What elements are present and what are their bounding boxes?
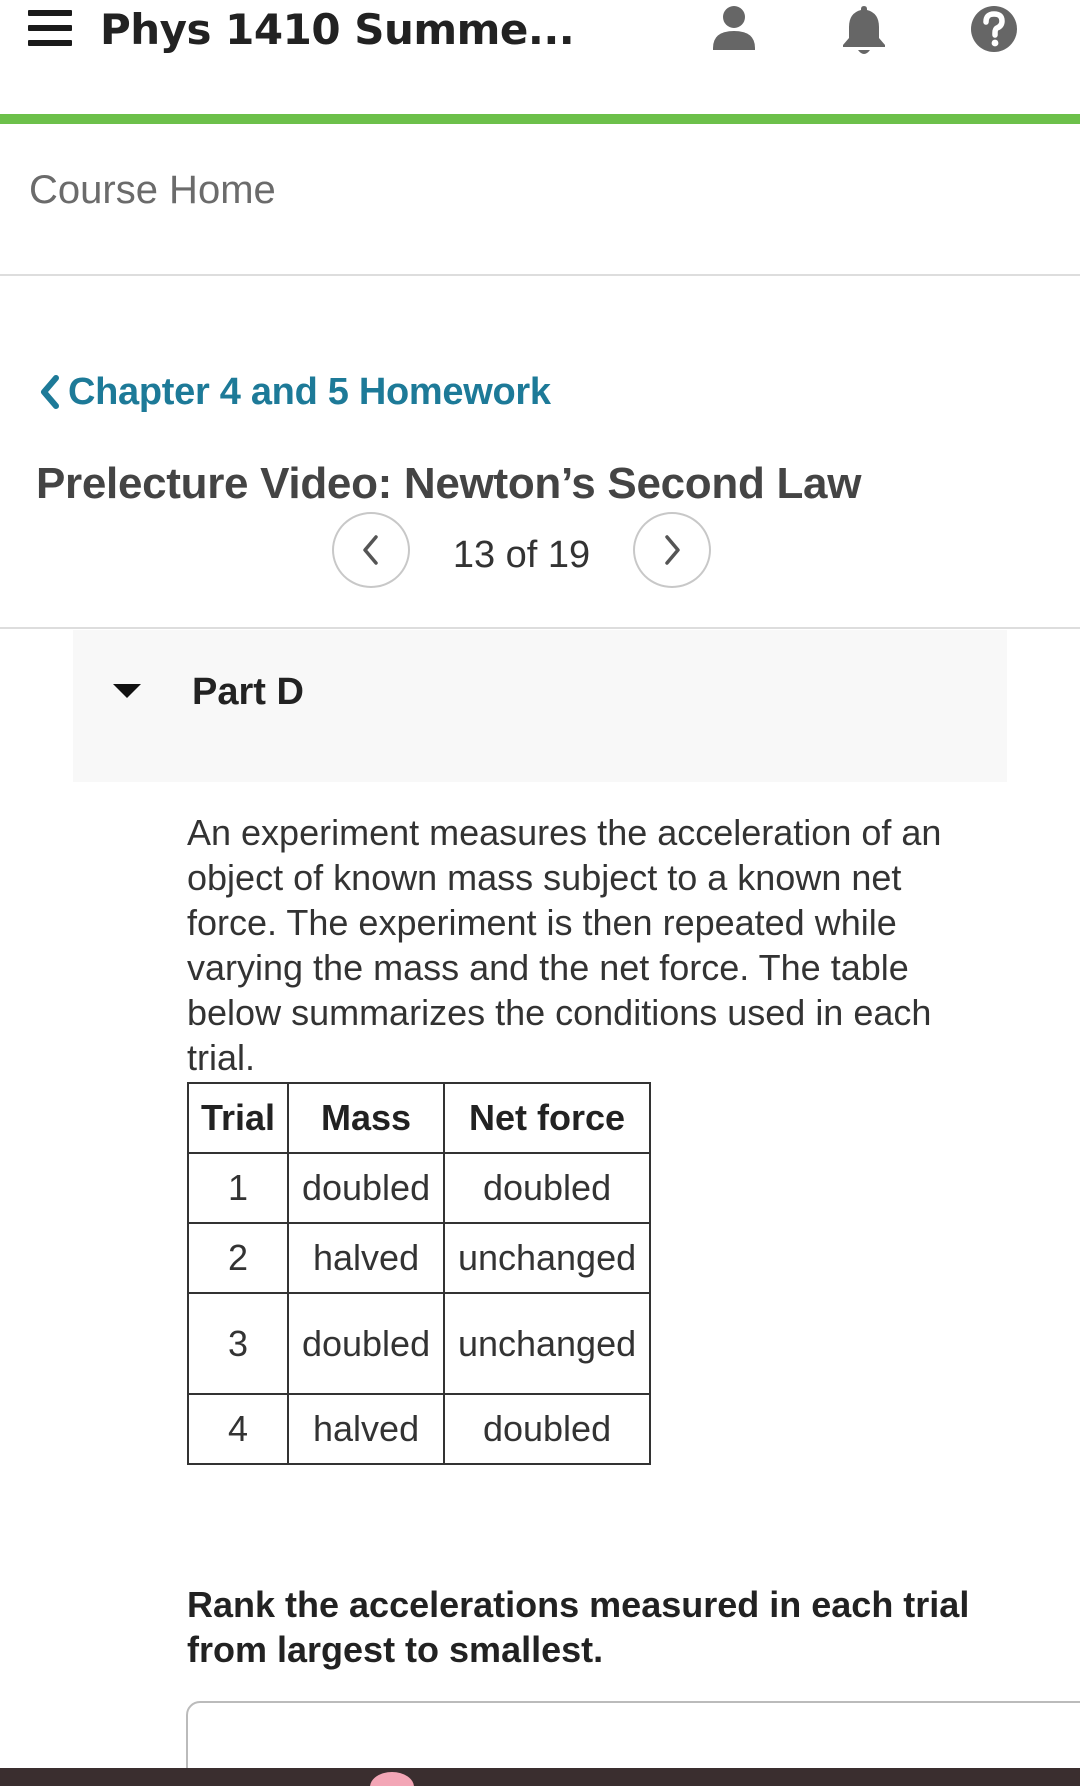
user-icon[interactable] (704, 0, 764, 60)
table-cell: halved (288, 1394, 444, 1464)
chevron-right-icon (657, 532, 687, 568)
item-counter: 13 of 19 (452, 534, 591, 576)
table-cell: unchanged (444, 1223, 650, 1293)
table-row (188, 1394, 650, 1464)
table-cell: 1 (188, 1153, 288, 1223)
divider (0, 627, 1080, 629)
system-navigation-bar (0, 1768, 1080, 1786)
bell-icon[interactable] (834, 0, 894, 60)
hamburger-menu-icon[interactable] (28, 8, 72, 48)
accent-bar (0, 114, 1080, 124)
table-header-cell: Trial (188, 1083, 288, 1153)
table-cell: doubled (444, 1153, 650, 1223)
table-header-cell: Net force (444, 1083, 650, 1153)
table-cell: 4 (188, 1394, 288, 1464)
course-home-link[interactable]: Course Home (29, 168, 276, 212)
table-header-row (188, 1083, 650, 1153)
problem-text: An experiment measures the acceleration of an object of known mass subject to a known net force. The experiment is then repeated while varying the mass and the net force. The table below summarizes the conditions used in each trial. (187, 812, 942, 1078)
course-title[interactable]: Phys 1410 Summe... (100, 5, 575, 54)
page-title: Prelecture Video: Newton’s Second Law (36, 459, 862, 508)
chevron-left-icon (36, 372, 64, 412)
table-cell: doubled (444, 1394, 650, 1464)
question-prompt: Rank the accelerations measured in each trial from largest to smallest. (187, 1584, 970, 1670)
table-row (188, 1223, 650, 1293)
table-cell: halved (288, 1223, 444, 1293)
part-d-toggle[interactable] (73, 630, 1007, 782)
divider (0, 274, 1080, 276)
table-cell: 3 (188, 1293, 288, 1394)
table-cell: doubled (288, 1293, 444, 1394)
breadcrumb-back-link[interactable] (36, 364, 551, 420)
trial-table (187, 1082, 651, 1465)
part-label: Part D (192, 671, 304, 713)
help-icon[interactable] (964, 0, 1024, 60)
breadcrumb-label: Chapter 4 and 5 Homework (68, 370, 551, 413)
top-app-bar (0, 0, 1080, 114)
table-cell: unchanged (444, 1293, 650, 1394)
table-header-cell: Mass (288, 1083, 444, 1153)
table-row (188, 1153, 650, 1223)
table-cell: 2 (188, 1223, 288, 1293)
next-item-button[interactable] (633, 512, 711, 588)
table-row (188, 1293, 650, 1394)
caret-down-icon (111, 676, 143, 708)
table-cell: doubled (288, 1153, 444, 1223)
